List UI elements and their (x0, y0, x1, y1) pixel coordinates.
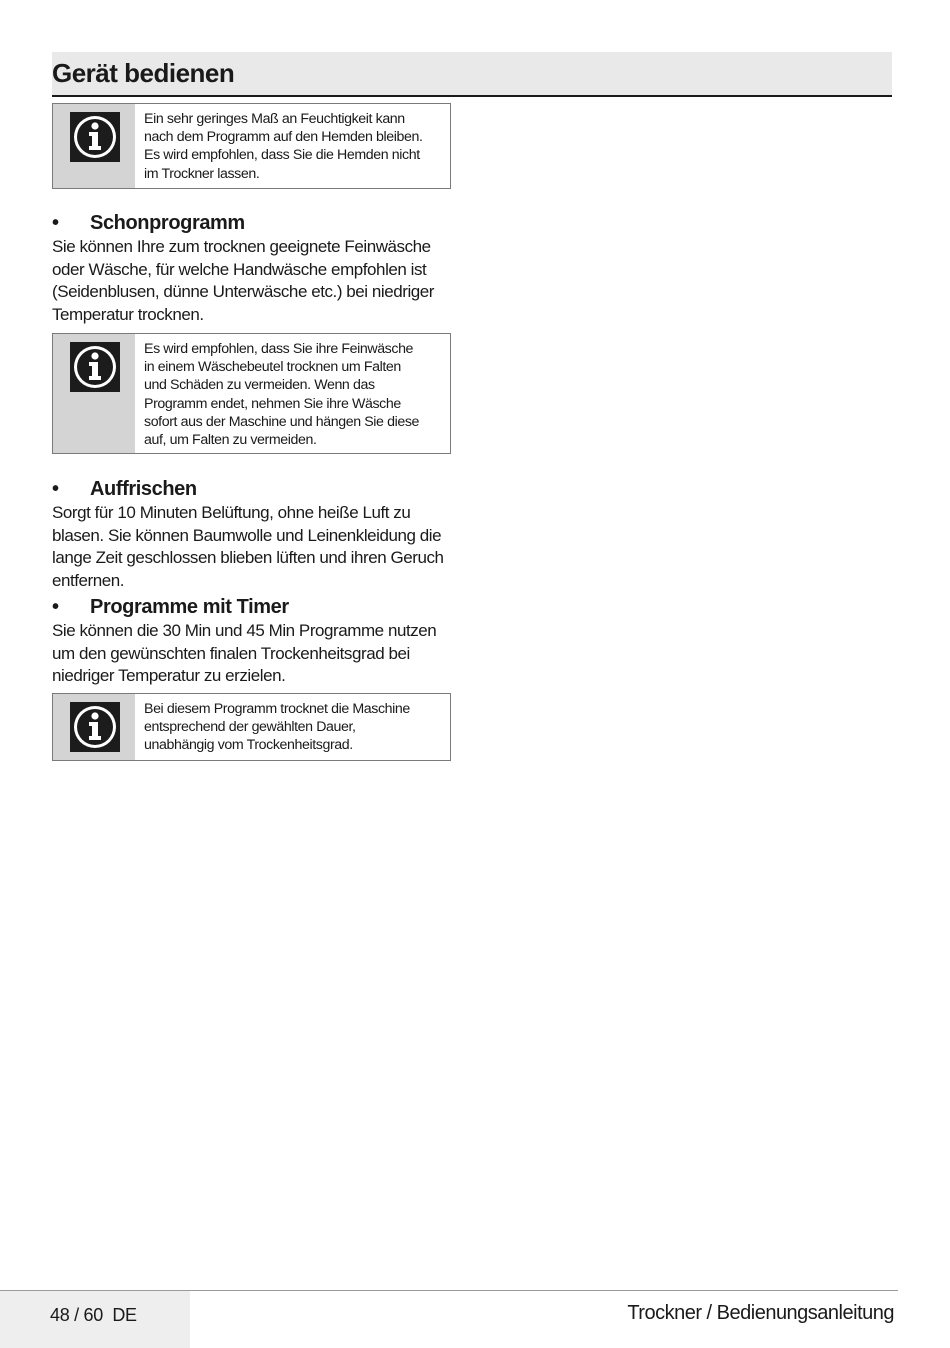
section-body-auffrischen (52, 502, 457, 593)
info-note-timer (52, 693, 451, 761)
bullet: • (52, 212, 59, 234)
info-note-text (144, 110, 449, 183)
info-icon-column (53, 334, 135, 453)
note-line: auf, um Falten zu vermeiden. (144, 432, 317, 449)
note-line: sofort aus der Maschine und hängen Sie diese (144, 413, 420, 430)
section-title: Schonprogramm (90, 212, 245, 234)
page-number: 48 / 60 DE (50, 1305, 137, 1325)
note-line: Es wird empfohlen, dass Sie ihre Feinwäsche (144, 341, 414, 357)
section-heading-timer (52, 596, 289, 619)
bullet: • (52, 478, 59, 500)
page-title: Gerät bedienen (52, 58, 235, 88)
note-line: Bei diesem Programm trocknet die Maschine (144, 701, 410, 717)
note-line: Programm endet, nehmen Sie ihre Wäsche (144, 395, 401, 412)
body-line: um den gewünschten finalen Trockenheitsgrad bei (52, 643, 410, 663)
note-line: entsprechend der gewählten Dauer, (144, 719, 356, 736)
section-title: Programme mit Timer (90, 596, 289, 618)
info-note-humidity (52, 103, 451, 189)
body-line: entfernen. (52, 571, 125, 591)
body-line: blasen. Sie können Baumwolle und Leinenkleidung die (52, 525, 442, 545)
body-line: niedriger Temperatur zu erzielen. (52, 666, 286, 686)
info-icon (70, 702, 120, 752)
info-note-text (144, 340, 449, 449)
note-line: und Schäden zu vermeiden. Wenn das (144, 377, 375, 394)
note-line: in einem Wäschebeutel trocknen um Falten (144, 359, 401, 376)
info-icon-column (53, 694, 135, 760)
info-note-feinwaesche (52, 333, 451, 454)
body-line: oder Wäsche, für welche Handwäsche empfohlen ist (52, 259, 427, 279)
body-line: Sie können Ihre zum trocknen geeignete Feinwäsche (52, 237, 431, 256)
note-line: unabhängig vom Trockenheitsgrad. (144, 737, 353, 754)
note-line: im Trockner lassen. (144, 165, 260, 182)
page-header (52, 52, 892, 97)
section-body-timer (52, 620, 457, 688)
section-title: Auffrischen (90, 478, 197, 500)
section-heading-auffrischen (52, 478, 197, 501)
note-line: Es wird empfohlen, dass Sie die Hemden nicht (144, 147, 420, 164)
body-line: (Seidenblusen, dünne Unterwäsche etc.) bei niedriger (52, 282, 435, 302)
note-line: Ein sehr geringes Maß an Feuchtigkeit kann (144, 111, 405, 127)
info-note-text (144, 700, 449, 755)
body-line: Sorgt für 10 Minuten Belüftung, ohne heiße Luft zu (52, 503, 411, 522)
info-icon (70, 342, 120, 392)
section-heading-schonprogramm (52, 212, 245, 235)
note-line: nach dem Programm auf den Hemden bleiben. (144, 129, 423, 146)
body-line: Sie können die 30 Min und 45 Min Programme nutzen (52, 621, 437, 640)
body-line: lange Zeit geschlossen blieben lüften und ihren Geruch (52, 548, 444, 568)
document-title: Trockner / Bedienungsanleitung (627, 1302, 894, 1324)
info-icon-column (53, 104, 135, 188)
info-icon (70, 112, 120, 162)
bullet: • (52, 596, 59, 618)
body-line: Temperatur trocknen. (52, 305, 204, 325)
section-body-schonprogramm (52, 236, 457, 327)
